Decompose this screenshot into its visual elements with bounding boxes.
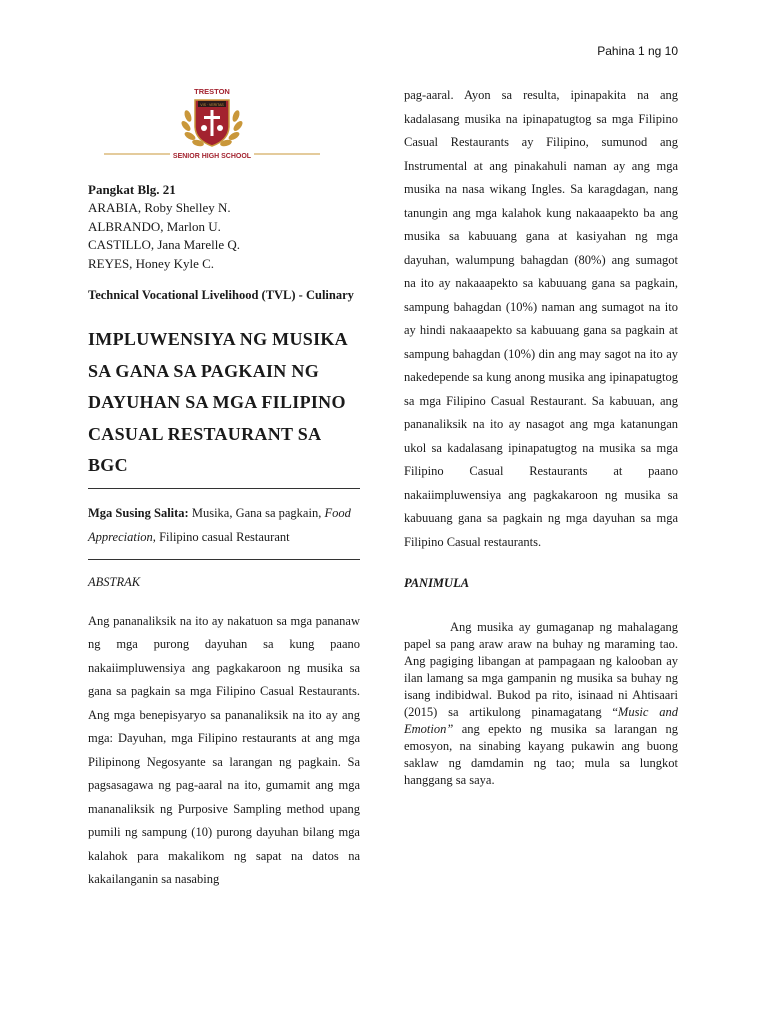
left-column xyxy=(88,180,360,892)
keywords-rule xyxy=(88,559,360,560)
strand-label: Technical Vocational Livelihood (TVL) - Culinary xyxy=(88,288,354,302)
page-number: Pahina 1 ng 10 xyxy=(597,44,678,58)
abstract-body-continued: pag-aaral. Ayon sa resulta, ipinapakita na ang kadalasang musika na ipinapatugtog sa mga Filipino Casual Restaurants ay Filipino, sumunod ang Instrumental at ang pinakahuli naman ay ang mga musika na nasa wikang Ingles. Sa karagdagan, nang tanungin ang mga kalahok kung nakaaapekto ba ang musika sa kabuuang gana at kasiyahan ng mga dayuhan, walumpung bahagdan (80%) ang sumagot na ito ay nakaaapekto sa kabuuang gana sa pagkain, sampung bahagdan (10%) naman ang sumagot na ito ay hindi nakaaapekto sa kabuuang gana sa pagkain at sampung bahagdan (10%) din ang may sagot na ito ay nakedepende sa kung anong musika ang ipinapatugtog sa mga Filipino Casual Restaurant. Sa kabuuan, ang pananaliksik na ito ay nasagot ang mga katanungan ukol sa kadalasang ipinapatugtog na musika sa mga Filipino Casual Restaurants at paano nakaiimpluwensiya ang pagkakaroon ng musika sa kabuuang gana sa pagkain ng mga dayuhan sa mga Filipino Casual restaurants. xyxy=(404,88,678,549)
keywords-text-2: Filipino casual Restaurant xyxy=(155,529,290,544)
paper-title: IMPLUWENSIYA NG MUSIKA SA GANA SA PAGKAIN NG DAYUHAN SA MGA FILIPINO CASUAL RESTAURANT SA BGC xyxy=(88,329,347,475)
abstract-body: Ang pananaliksik na ito ay nakatuon sa mga pananaw ng mga purong dayuhan sa kung paano nakaiimpluwensiya ang pagkakaroon ng musika sa gana sa pagkain sa mga Filipino Casual Restaurants. Ang mga benepisyaryo sa pananaliksik na ito ay ang mga: Dayuhan, mga Filipino restaurants at ang mga Pilipinong Negosyante sa larangan ng pagkain. Sa pagsasagawa ng pag-aaral na ito, gumamit ang mga mananaliksik ng Purposive Sampling method upang pumili ng sampung (10) purong dayuhan bilang mga kalahok para makalikom ng sapat na datos na kakailanganin sa nasabing xyxy=(88,613,360,886)
abstract-heading: ABSTRAK xyxy=(88,574,141,589)
author-name: REYES, Honey Kyle C. xyxy=(88,255,215,271)
right-column xyxy=(404,84,678,789)
introduction-text: Ang musika ay gumaganap ng mahalagang papel sa pang araw araw na buhay ng maraming tao. Ang pagiging libangan at pampagaan ng kalooban ay ilan lamang sa mga gampanin ng musika sa buhay ng isang indibidwal. Bukod pa rito, isinaad ni Ahtisaari (2015) sa artikulong pinamagatang “ xyxy=(404,620,678,719)
logo-school-name: TRESTON xyxy=(194,87,230,96)
title-rule xyxy=(88,488,360,489)
author-name: ALBRANDO, Marlon U. xyxy=(88,218,221,234)
school-logo xyxy=(104,86,320,164)
introduction-body xyxy=(404,619,678,789)
logo-subtitle: SENIOR HIGH SCHOOL xyxy=(172,153,252,160)
keywords-label: Mga Susing Salita: xyxy=(88,505,189,520)
logo-motto: VIS · VERITAS xyxy=(200,103,224,107)
keywords xyxy=(88,501,360,549)
author-name: CASTILLO, Jana Marelle Q. xyxy=(88,237,240,252)
group-heading: Pangkat Blg. 21 xyxy=(88,182,176,197)
introduction-text-2: ang epekto ng musika sa larangan ng emosyon, na sinabing kayang pukawin ang buong saklaw ng damdamin ng tao; mula sa lungkot hanggang sa saya. xyxy=(404,722,678,787)
keywords-italic: Food Appreciation, xyxy=(88,505,351,544)
author-name: ARABIA, Roby Shelley N. xyxy=(88,200,231,215)
introduction-cited-title: Music and Emotion” xyxy=(404,705,678,736)
keywords-text: Musika, Gana sa pagkain, xyxy=(188,505,322,520)
introduction-heading: PANIMULA xyxy=(404,576,470,590)
